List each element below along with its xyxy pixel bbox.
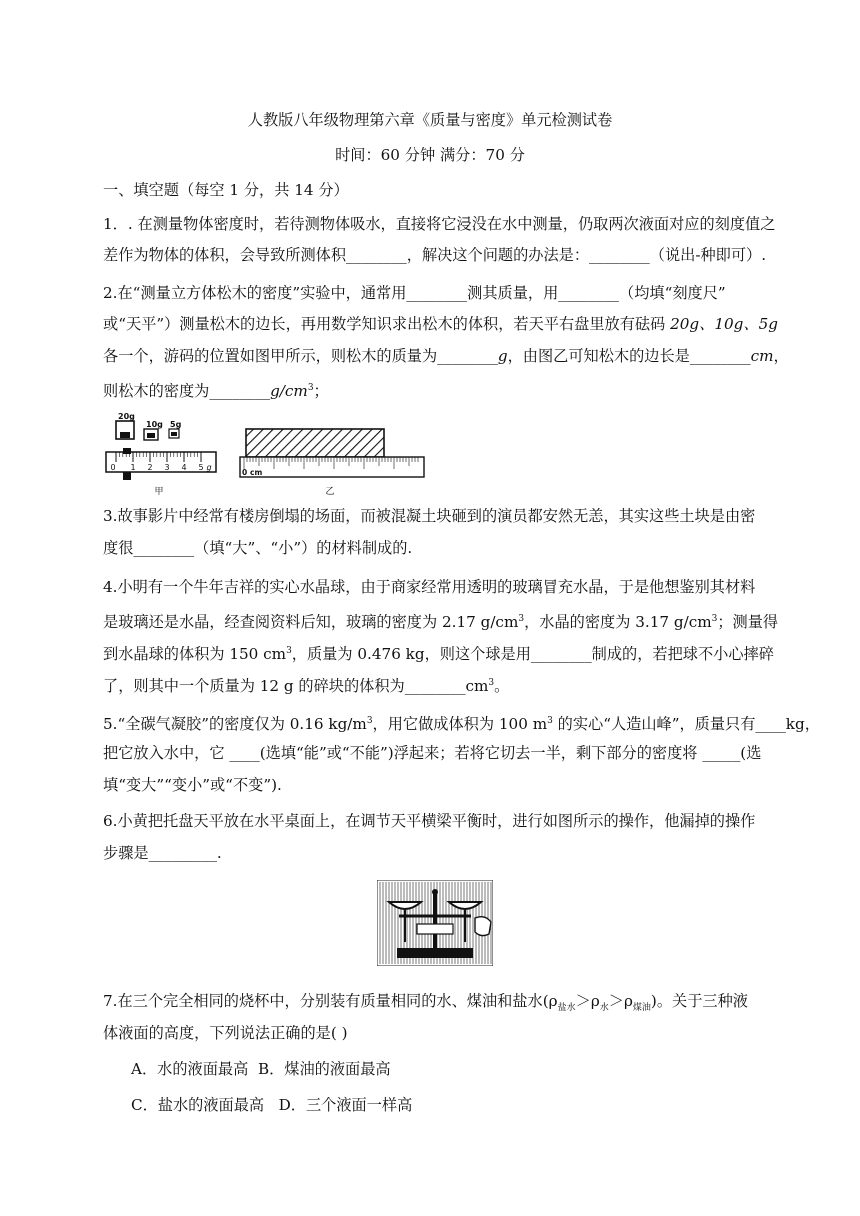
q3-line2: 度很________（填“大”、“小”）的材料制成的.: [103, 539, 413, 557]
wood-block: [246, 429, 384, 457]
q2-line3: 各一个，游码的位置如图甲所示，则松木的质量为________g，由图乙可知松木的边长是________cm，: [103, 347, 789, 365]
q3-line1: 3.故事影片中经常有楼房倒塌的场面，而被混凝土块砸到的演员都安然无恙，其实这些土块是由密: [103, 507, 756, 525]
figure-a-caption: 甲: [154, 487, 164, 496]
figure-block-ruler: [238, 424, 428, 498]
q2-line2: 或“天平”）测量松木的边长，再用数学知识求出松木的体积，若天平右盘里放有砝码 20g、10g、5g: [103, 315, 778, 333]
rider-top: [123, 448, 131, 454]
q7-options-row1: [131, 1059, 391, 1079]
q5-line3: 填“变大”“变小”或“不变”).: [103, 776, 282, 794]
scale-tick-2: 2: [147, 463, 153, 472]
section-heading: 一、填空题（每空 1 分，共 14 分）: [103, 181, 349, 199]
option-a[interactable]: A．水的液面最高: [131, 1060, 249, 1078]
option-c[interactable]: C．盐水的液面最高: [131, 1096, 265, 1114]
option-b[interactable]: B．煤油的液面最高: [257, 1060, 391, 1078]
hand-icon: [475, 917, 491, 936]
scale-tick-3: 3: [164, 463, 170, 472]
weight-10g-label: 10g: [146, 420, 163, 429]
scale-unit: g: [206, 463, 212, 472]
q2-masses: 20g、10g、5g: [670, 315, 778, 333]
ruler-unit: cm: [250, 468, 263, 477]
page-title: 人教版八年级物理第六章《质量与密度》单元检测试卷: [247, 111, 613, 129]
q5-line2: 把它放入水中，它 ____(选填“能”或“不能”)浮起来；若将它切去一半，剩下部分的密度将 _____(选: [103, 744, 762, 762]
figure-balance: [377, 880, 493, 966]
q1-line1: 1．. 在测量物体密度时，若待测物体吸水，直接将它浸没在水中测量，仍取两次液面对应的刻度值之: [103, 215, 776, 233]
exam-info: 时间：60 分钟 满分：70 分: [335, 146, 525, 164]
balance-pillar: [433, 894, 437, 950]
q4-line4: 了，则其中一个质量为 12 g 的碎块的体积为$\_\_\_\_\_\_\_\_cm^3$。: [103, 677, 510, 695]
scale-tick-4: 4: [181, 463, 187, 472]
ruler-zero: 0: [242, 468, 248, 477]
q4-line3: 到水晶球的体积为 150 $cm^3$，质量为 0.476 kg，则这个球是用________制成的，若把球不小心摔碎: [103, 645, 774, 663]
scale-tick-5: 5: [198, 463, 204, 472]
q6-line2: 步骤是_________.: [103, 844, 222, 862]
q4-line2: 是玻璃还是水晶，经查阅资料后知，玻璃的密度为 2.17 $g/cm^3$，水晶的密度为 3.17 $g/cm^3$；测量得: [103, 613, 779, 631]
scale-tick-0: 0: [110, 463, 116, 472]
figure-b-caption: 乙: [325, 487, 335, 497]
rider-bottom: [123, 472, 131, 480]
scale-tick-1: 1: [130, 463, 136, 472]
q7-line1: 7.在三个完全相同的烧杯中，分别装有质量相同的水、煤油和盐水$(\rho_{盐水}>\rho_水>\rho_{煤油})$。关于三种液: [103, 992, 748, 1014]
figure-weights-scale: [104, 408, 222, 496]
weight-5g-label: 5g: [170, 420, 182, 429]
q2-line1: 2.在“测量立方体松木的密度”实验中，通常用________测其质量，用________（均填“刻度尺”: [103, 284, 726, 302]
q1-line2: 差作为物体的体积，会导致所测体积________，解决这个问题的办法是：________（说出-种即可）.: [103, 246, 767, 264]
q7-line2: 体液面的高度，下列说法正确的是( ): [103, 1024, 348, 1042]
ruler: [240, 457, 424, 477]
q5-line1: 5.“全碳气凝胶”的密度仅为 0.16 $kg/m^3$，用它做成体积为 100 $m^3$ 的实心“人造山峰”，质量只有____kg，: [103, 715, 820, 733]
option-d[interactable]: D．三个液面一样高: [278, 1096, 413, 1114]
q7-options-row2: [131, 1095, 412, 1115]
q4-line1: 4.小明有一个牛年吉祥的实心水晶球，由于商家经常用透明的玻璃冒充水晶，于是他想鉴别其材料: [103, 578, 756, 596]
weight-20g-label: 20g: [118, 412, 135, 421]
q2-line4: 则松木的密度为$\_\_\_\_\_\_\_\_g/cm^3$；: [103, 382, 329, 400]
q6-line1: 6.小黄把托盘天平放在水平桌面上，在调节天平横梁平衡时，进行如图所示的操作，他漏掉的操作: [103, 812, 756, 830]
